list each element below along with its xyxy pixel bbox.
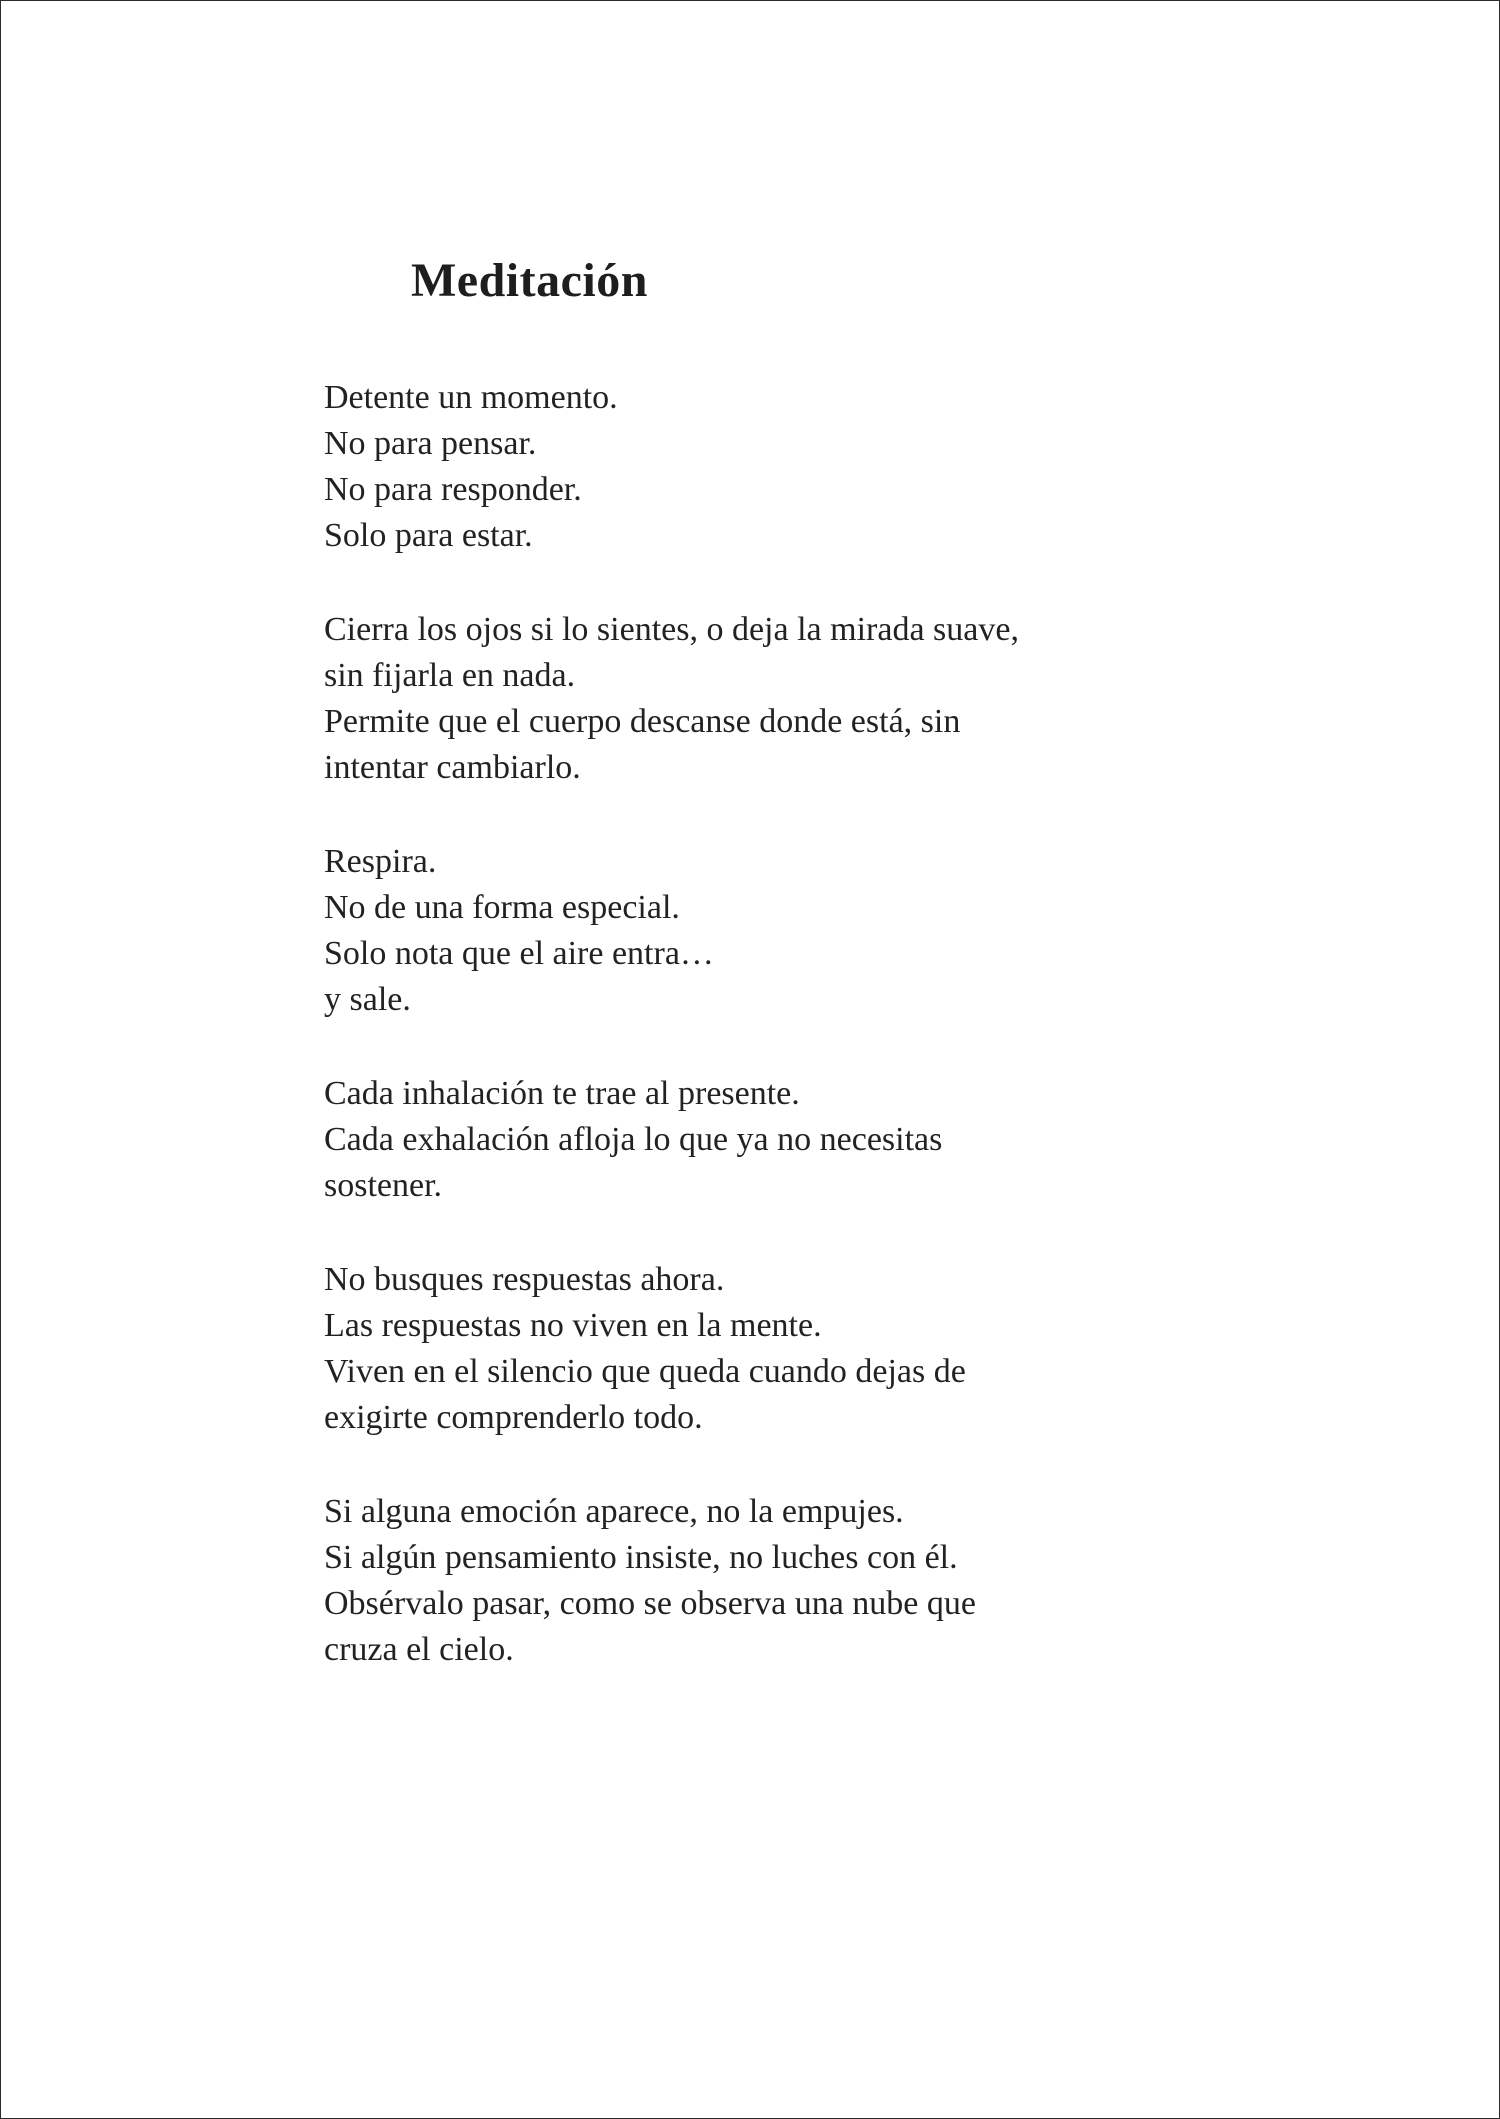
- poem-line: sostener.: [324, 1167, 443, 1204]
- poem-line: Cada exhalación afloja lo que ya no necesitas: [324, 1121, 943, 1158]
- poem-line: No para responder.: [324, 471, 582, 508]
- stanza: [324, 1489, 1224, 1673]
- poem-line: Detente un momento.: [324, 379, 618, 416]
- poem-line: Las respuestas no viven en la mente.: [324, 1307, 822, 1344]
- poem-line: cruza el cielo.: [324, 1631, 514, 1668]
- poem-line: y sale.: [324, 981, 411, 1018]
- poem-line: Si algún pensamiento insiste, no luches con él.: [324, 1539, 958, 1576]
- stanza: [324, 375, 1224, 559]
- stanza: [324, 1257, 1224, 1441]
- stanza: [324, 607, 1224, 791]
- poem-line: Solo para estar.: [324, 517, 533, 554]
- poem-body: [324, 375, 1224, 1721]
- stanza: [324, 839, 1224, 1023]
- poem-line: No de una forma especial.: [324, 889, 680, 926]
- stanza: [324, 1071, 1224, 1209]
- poem-line: intentar cambiarlo.: [324, 749, 581, 786]
- poem-line: No busques respuestas ahora.: [324, 1261, 725, 1298]
- poem-line: No para pensar.: [324, 425, 537, 462]
- poem-line: Permite que el cuerpo descanse donde está, sin: [324, 703, 961, 740]
- poem-line: Cada inhalación te trae al presente.: [324, 1075, 800, 1112]
- poem-line: exigirte comprenderlo todo.: [324, 1399, 703, 1436]
- poem-line: sin fijarla en nada.: [324, 657, 576, 694]
- poem-line: Respira.: [324, 843, 437, 880]
- poem-line: Cierra los ojos si lo sientes, o deja la mirada suave,: [324, 611, 1019, 648]
- poem-line: Obsérvalo pasar, como se observa una nube que: [324, 1585, 976, 1622]
- page-title: Meditación: [411, 254, 648, 307]
- poem-line: Solo nota que el aire entra…: [324, 935, 714, 972]
- poem-line: Viven en el silencio que queda cuando dejas de: [324, 1353, 966, 1390]
- poem-line: Si alguna emoción aparece, no la empujes.: [324, 1493, 904, 1530]
